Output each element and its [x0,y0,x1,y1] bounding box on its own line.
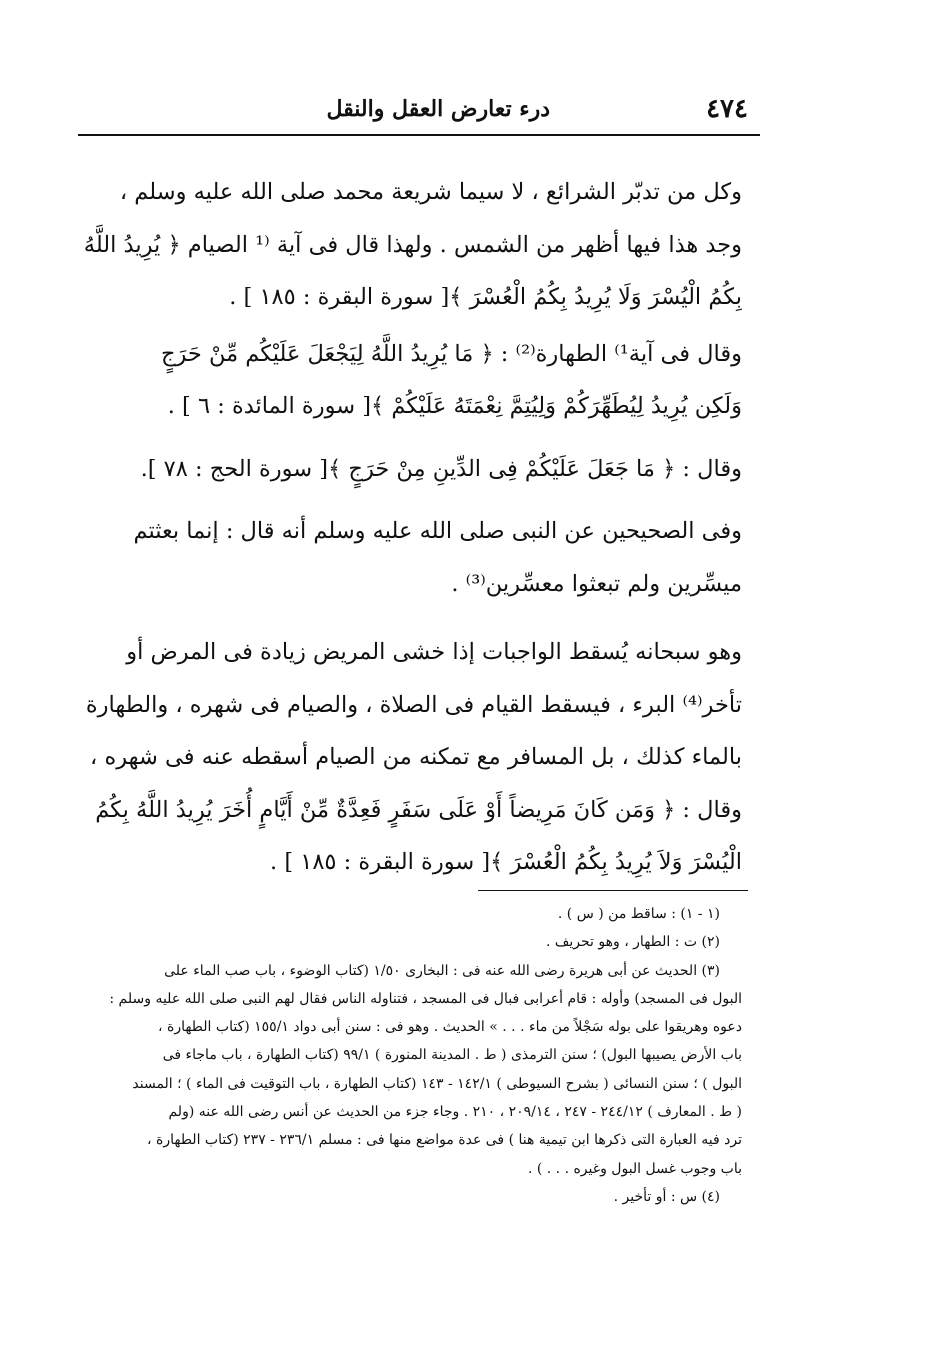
footnote-line: (١ - ١) : ساقط من ( س ) . [557,906,720,922]
paragraph-3 [78,443,742,496]
page-number: ٤٧٤ [706,94,748,124]
text-line: ميسِّرين ولم تبعثوا معسِّرين⁽³⁾ . [451,570,742,597]
footnote-separator [478,890,748,891]
text-line: وقال : ﴿ وَمَن كَانَ مَرِيضاً أَوْ عَلَى سَفَرٍ فَعِدَّةٌ مِّنْ أَيَّامٍ أُخَرَ يُرِيدُ اللَّهُ بِكُمُ [95,796,742,823]
text-line: وكل من تدبّر الشرائع ، لا سيما شريعة محمد صلى الله عليه وسلم ، [119,179,742,205]
main-text [78,166,742,893]
text-line: وهو سبحانه يُسقط الواجبات إذا خشى المريض زيادة فى المرض أو [126,639,742,665]
text-line: وقال فى آية¹⁾ الطهارة⁽²⁾ : ﴿ مَا يُرِيدُ اللَّهُ لِيَجْعَلَ عَلَيْكُم مِّنْ حَرَجٍ [160,340,742,367]
footnote-line: (٣) الحديث عن أبى هريرة رضى الله عنه فى : البخارى ١/٥٠ (كتاب الوضوء ، باب صب الماء على [164,962,720,979]
paragraph-4 [78,505,742,610]
footnote-line: دعوه وهريقوا على بوله سَجْلاً من ماء . . . » الحديث . وهو فى : سنن أبى دواد ١٥٥/١ (كتاب الطهارة ، [158,1019,742,1036]
footnotes [78,900,742,1211]
text-line: بِكُمُ الْيُسْرَ وَلَا يُرِيدُ بِكُمُ الْعُسْرَ ﴾[ سورة البقرة : ١٨٥ ] . [229,284,742,310]
text-line: وفى الصحيحين عن النبى صلى الله عليه وسلم أنه قال : إنما بعثتم [133,518,742,544]
text-line: وجد هذا فيها أظهر من الشمس . ولهذا قال فى آية ⁽¹ الصيام ﴿ يُرِيدُ اللَّهُ [83,231,742,258]
footnote-line: (٢) ت : الطهار ، وهو تحريف . [545,934,720,951]
footnote-line: باب وجوب غسل البول وغيره . . . ) . [527,1160,742,1177]
footnote-line: باب الأرض يصيبها البول) ؛ سنن الترمذى ( ط . المدينة المنورة ) ٩٩/١ (كتاب الطهارة ، باب ماجاء فى [162,1047,742,1064]
paragraph-5 [78,626,742,889]
footnote-line: ترد فيه العبارة التى ذكرها ابن تيمية هنا ) فى عدة مواضع منها فى : مسلم ٢٣٦/١ - ٢٣٧ (كتاب الطهارة ، [147,1132,742,1149]
text-line: الْيُسْرَ وَلاَ يُرِيدُ بِكُمُ الْعُسْرَ ﴾[ سورة البقرة : ١٨٥ ] . [270,849,742,875]
page-header [78,90,760,130]
text-line: تأخر⁽⁴⁾ البرء ، فيسقط القيام فى الصلاة ، والصيام فى شهره ، والطهارة [85,691,742,718]
text-line: وقال : ﴿ مَا جَعَلَ عَلَيْكُمْ فِى الدِّينِ مِنْ حَرَجٍ ﴾[ سورة الحج : ٧٨ ]. [140,455,742,482]
text-line: بالماء كذلك ، بل المسافر مع تمكنه من الصيام أسقطه عنه فى شهره ، [90,744,742,770]
footnote-line: البول ) ؛ سنن النسائى ( بشرح السيوطى ) ١٤٢/١ - ١٤٣ (كتاب الطهارة ، باب التوقيت فى الماء ) ؛ المسند [132,1075,742,1092]
running-title: درء تعارض العقل والنقل [326,96,550,122]
text-line: وَلَكِن يُرِيدُ لِيُطَهِّرَكُمْ وَلِيُتِمَّ نِعْمَتَهُ عَلَيْكُمْ ﴾[ سورة المائدة : ٦ ] . [167,393,742,419]
header-rule [78,134,760,136]
footnote-line: ( ط . المعارف ) ٢٤٤/١٢ - ٢٤٧ ، ٢٠٩/١٤ ، ٢١٠ . وجاء جزء من الحديث عن أنس رضى الله عنه (ولم [168,1104,742,1121]
paragraph-1 [78,166,742,324]
footnote-line: (٤) س : أو تأخير . [613,1188,720,1205]
footnote-line: البول فى المسجد) وأوله : قام أعرابى فبال فى المسجد ، فتناوله الناس فقال لهم النبى صلى الله عليه وسلم : [109,990,742,1007]
paragraph-2 [78,328,742,433]
